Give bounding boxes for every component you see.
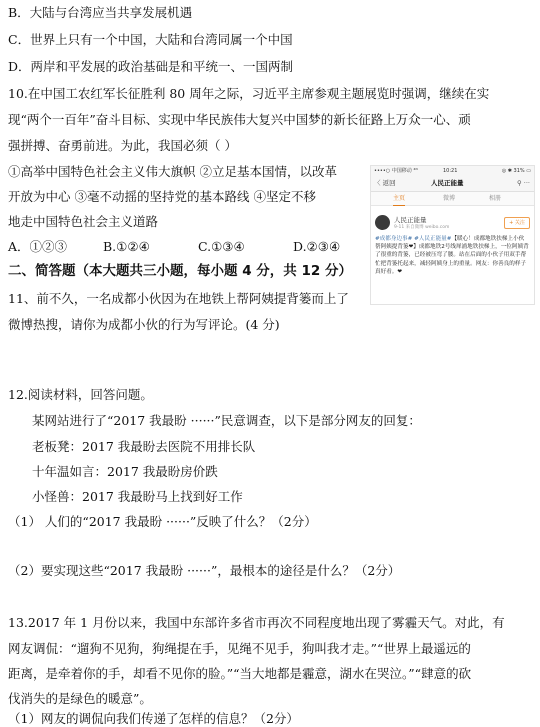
q12-title: 12.阅读材料，回答问题。 — [8, 387, 153, 402]
tab-weibo[interactable]: 微博 — [443, 195, 456, 202]
q12-reply-1: 老板凳：2017 我最盼去医院不用排长队 — [32, 439, 256, 454]
q12-intro: 某网站进行了“2017 我最盼 ······”民意调查，以下是部分网友的回复： — [32, 413, 421, 428]
weibo-tabs — [371, 192, 534, 206]
q10-statement-2: 开放为中心 ③毫不动摇的坚持党的基本路线 ④坚定不移 — [8, 189, 316, 204]
post-hashtags[interactable]: #成都身边事# #人民正能量# — [375, 236, 452, 242]
d-option: D．两岸和平发展的政治基础是和平统一、一国两制 — [8, 59, 294, 74]
q10-line-2: 现“两个一百年”奋斗目标、实现中华民族伟大复兴中国梦的新长征路上万众一心、顽 — [8, 112, 471, 127]
q13-line-2: 网友调侃：“遛狗不见狗，狗绳提在手，见绳不见手，狗叫我才走。”“世界上最遥远的 — [8, 641, 471, 656]
weibo-screenshot — [370, 165, 535, 305]
carrier-label: ••••○ 中国移动 ⁴ᴳ — [374, 168, 418, 174]
weibo-nav-bar — [371, 176, 534, 192]
q12-question-2: （2）要实现这些“2017 我最盼 ······”，最根本的途径是什么？（2分） — [8, 563, 401, 578]
q10-option-b: B.①②④ — [103, 239, 150, 254]
battery-icon: ◎ ✱ 31% ▭ — [501, 168, 531, 174]
tab-album[interactable]: 相册 — [489, 195, 502, 202]
q10-line-1: 10.在中国工农红军长征胜利 80 周年之际，习近平主席参观主题展览时强调，继续在实 — [8, 86, 490, 101]
back-button[interactable]: 〈 返回 — [374, 179, 396, 187]
q10-option-a: A．①②③ — [8, 239, 68, 254]
q13-line-3: 距离，是牵着你的手，却看不见你的脸。”“当大地都是霾意，湖水在哭泣。”“肆意的砍 — [8, 666, 472, 681]
avatar[interactable] — [375, 215, 390, 230]
q10-line-3: 强拼搏、奋勇前进。为此，我国必须（ ） — [8, 138, 237, 153]
q12-reply-2: 十年温如言：2017 我最盼房价跌 — [32, 464, 218, 479]
q11-line-2: 微博热搜，请你为成都小伙的行为写评论。(4 分) — [8, 317, 280, 332]
post-meta: 9-11 来自微博 weibo.com — [394, 225, 450, 230]
q10-statement-3: 地走中国特色社会主义道路 — [8, 214, 159, 229]
post-body — [375, 235, 529, 276]
phone-status-bar — [371, 166, 534, 176]
b-option: B．大陆与台湾应当共享发展机遇 — [8, 5, 193, 20]
q11-line-1: 11、前不久，一名成都小伙因为在地铁上帮阿姨提背篓而上了 — [8, 291, 349, 306]
post-text: 【暖心！成都地铁扶梯上小伙帮阿姨提背篓❤】成都地铁2号线犀浦地铁扶梯上，一位阿姨背了很重的背篓，已经被压弯了腰。站在后面的小伙子用双手帮忙把背篓托起来，减轻阿姨身上的重量。网友：你善良的样子真好看。❤ — [375, 236, 529, 275]
q13-question-1: （1）网友的调侃向我们传递了怎样的信息？（2分） — [8, 711, 299, 726]
q13-line-4: 伐消失的是绿色的暖意”。 — [8, 691, 152, 706]
section-2-heading: 二、简答题（本大题共三小题，每小题 4 分，共 12 分） — [8, 263, 352, 279]
c-option: C．世界上只有一个中国，大陆和台湾同属一个中国 — [8, 32, 293, 47]
q12-reply-3: 小怪兽：2017 我最盼马上找到好工作 — [32, 489, 243, 504]
tab-home[interactable]: 主页 — [393, 192, 405, 206]
post-author[interactable]: 人民正能量 — [394, 216, 427, 224]
follow-button[interactable]: + 关注 — [504, 217, 530, 229]
q10-options — [8, 238, 340, 255]
search-more-icons[interactable]: ⚲ ··· — [516, 179, 530, 187]
weibo-account-title: 人民正能量 — [431, 179, 464, 187]
clock-label: 10:21 — [443, 168, 458, 174]
q10-option-c: C.①③④ — [198, 239, 245, 254]
q13-line-1: 13.2017 年 1 月份以来，我国中东部许多省市再次不同程度地出现了雾霾天气。对此，有 — [8, 615, 505, 630]
q10-statement-1: ①高举中国特色社会主义伟大旗帜 ②立足基本国情，以改革 — [8, 164, 337, 179]
q10-option-d: D.②③④ — [293, 239, 341, 254]
q12-question-1: （1） 人们的“2017 我最盼 ······”反映了什么？（2分） — [8, 514, 317, 529]
